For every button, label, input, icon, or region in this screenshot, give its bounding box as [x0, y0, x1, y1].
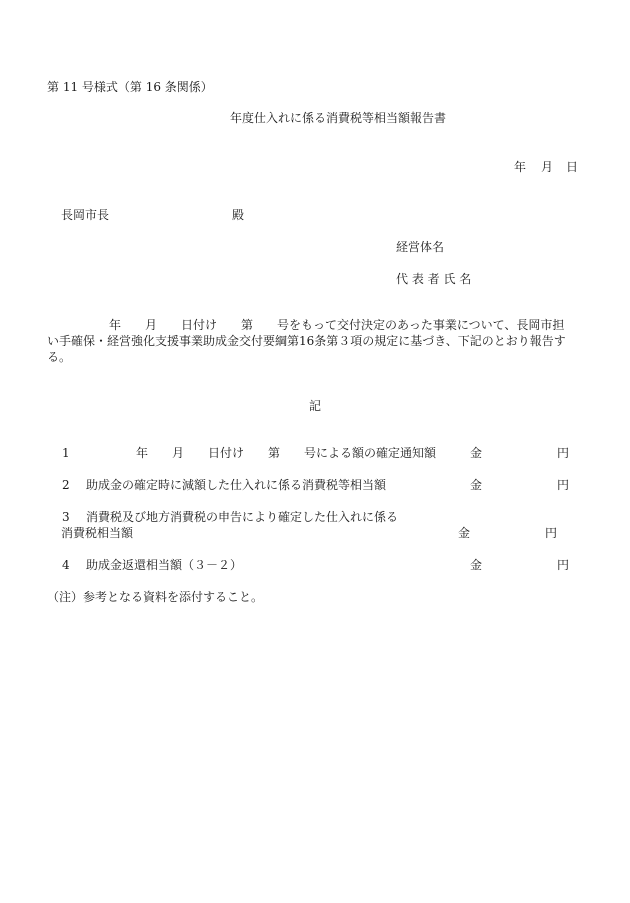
ki-heading: 記 [309, 399, 322, 413]
body-line-3: る。 [47, 350, 72, 364]
body-line-1: 年 月 日付け 第 号をもって交付決定のあった事業について、長岡市担 [109, 318, 565, 332]
item-3-yen: 円 [545, 526, 558, 540]
item-2-kin: 金 [470, 478, 483, 492]
date-month: 月 [541, 160, 554, 174]
item-2-yen: 円 [557, 478, 570, 492]
entity-name-label: 経営体名 [396, 240, 445, 254]
item-3-text: 消費税及び地方消費税の申告により確定した仕入れに係る [86, 510, 399, 524]
addressee-name: 長岡市長 [61, 208, 110, 222]
item-3-number: 3 [62, 510, 70, 524]
item-4-text: 助成金返還相当額（３－２） [86, 558, 243, 572]
item-4-number: 4 [62, 558, 70, 572]
date-year: 年 [514, 160, 527, 174]
body-line-2: い手確保・経営強化支援事業助成金交付要綱第16条第３項の規定に基づき、下記のとおり報告す [47, 334, 566, 348]
item-3-kin: 金 [458, 526, 471, 540]
date-day: 日 [566, 160, 579, 174]
document-title: 年度仕入れに係る消費税等相当額報告書 [230, 111, 447, 125]
footnote: （注）参考となる資料を添付すること。 [47, 590, 264, 604]
item-1-number: 1 [62, 446, 70, 460]
item-4-yen: 円 [557, 558, 570, 572]
form-number: 第 11 号様式（第 16 条関係） [47, 80, 213, 94]
item-2-text: 助成金の確定時に減額した仕入れに係る消費税等相当額 [86, 478, 387, 492]
representative-name-label: 代 表 者 氏 名 [396, 272, 472, 286]
item-1-kin: 金 [470, 446, 483, 460]
addressee-honorific: 殿 [232, 208, 245, 222]
item-4-kin: 金 [470, 558, 483, 572]
item-1-yen: 円 [557, 446, 570, 460]
body-paragraph [47, 317, 587, 365]
item-2-number: 2 [62, 478, 70, 492]
item-1-text: 年 月 日付け 第 号による額の確定通知額 [136, 446, 437, 460]
item-3-text-line-2: 消費税相当額 [61, 526, 134, 540]
